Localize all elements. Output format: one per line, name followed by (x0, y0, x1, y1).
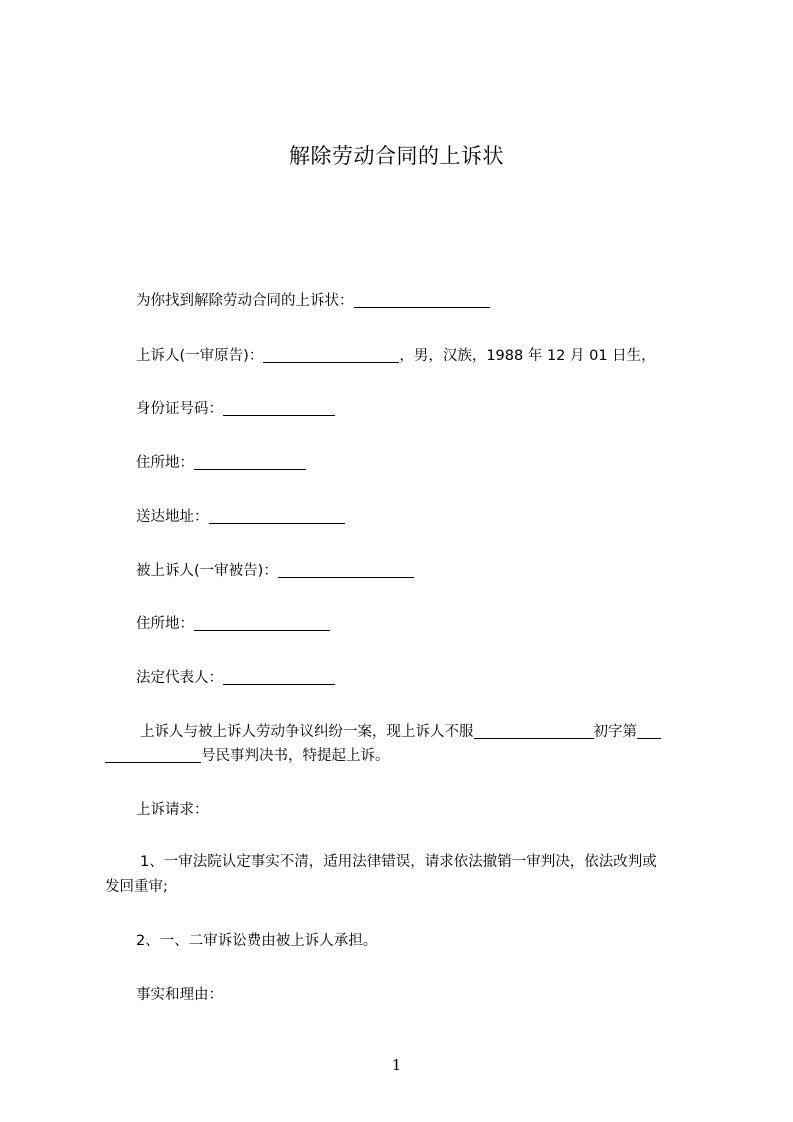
appellee-residence-label: 住所地： (136, 616, 194, 632)
request-1-line-1: 1、一审法院认定事实不清，适用法律错误，请求依法撤销一审判决，依法改判或 (140, 854, 657, 870)
appeal-statement-line-2 (105, 745, 390, 767)
appellee-label: 被上诉人(一审被告)： (136, 563, 278, 579)
appellee-line (136, 560, 414, 582)
appeal-statement-part2: 初字第 (593, 724, 637, 740)
requests-heading: 上诉请求： (136, 802, 209, 818)
id-number-blank[interactable] (223, 400, 335, 416)
appeal-statement-part1: 上诉人与被上诉人劳动争议纠纷一案，现上诉人不服 (140, 724, 474, 740)
case-number-blank-start[interactable] (637, 723, 661, 739)
appellee-residence-blank[interactable] (194, 615, 330, 631)
id-number-line (136, 398, 335, 420)
court-name-blank[interactable] (474, 723, 594, 739)
appellant-name-blank[interactable] (263, 347, 399, 363)
page-number: 1 (391, 1056, 402, 1074)
legal-rep-label: 法定代表人： (136, 670, 223, 686)
legal-rep-line (136, 667, 335, 689)
intro-line (136, 290, 490, 312)
request-2: 2、一、二审诉讼费由被上诉人承担。 (136, 933, 378, 949)
service-address-blank[interactable] (209, 508, 345, 524)
intro-label: 为你找到解除劳动合同的上诉状： (136, 293, 354, 309)
appellant-residence-line (136, 452, 306, 474)
appellant-residence-blank[interactable] (194, 454, 306, 470)
document-title: 解除劳动合同的上诉状 (289, 144, 504, 168)
intro-blank[interactable] (354, 292, 490, 308)
facts-heading: 事实和理由： (136, 987, 223, 1003)
service-address-line (136, 506, 345, 528)
id-number-label: 身份证号码： (136, 401, 223, 417)
appellee-residence-line (136, 613, 330, 635)
appeal-statement-part3: 号民事判决书，特提起上诉。 (201, 748, 390, 764)
appellant-line (136, 345, 656, 367)
appellant-details: ，男，汉族，1988 年 12 月 01 日生， (399, 348, 656, 364)
service-address-label: 送达地址： (136, 509, 209, 525)
appellant-label: 上诉人(一审原告)： (136, 348, 264, 364)
legal-rep-blank[interactable] (223, 669, 335, 685)
case-number-blank-end[interactable] (105, 747, 201, 763)
request-1-line-2: 发回重审; (105, 879, 168, 895)
appeal-statement-line-1 (140, 721, 661, 743)
appellant-residence-label: 住所地： (136, 455, 194, 471)
appellee-blank[interactable] (278, 562, 414, 578)
